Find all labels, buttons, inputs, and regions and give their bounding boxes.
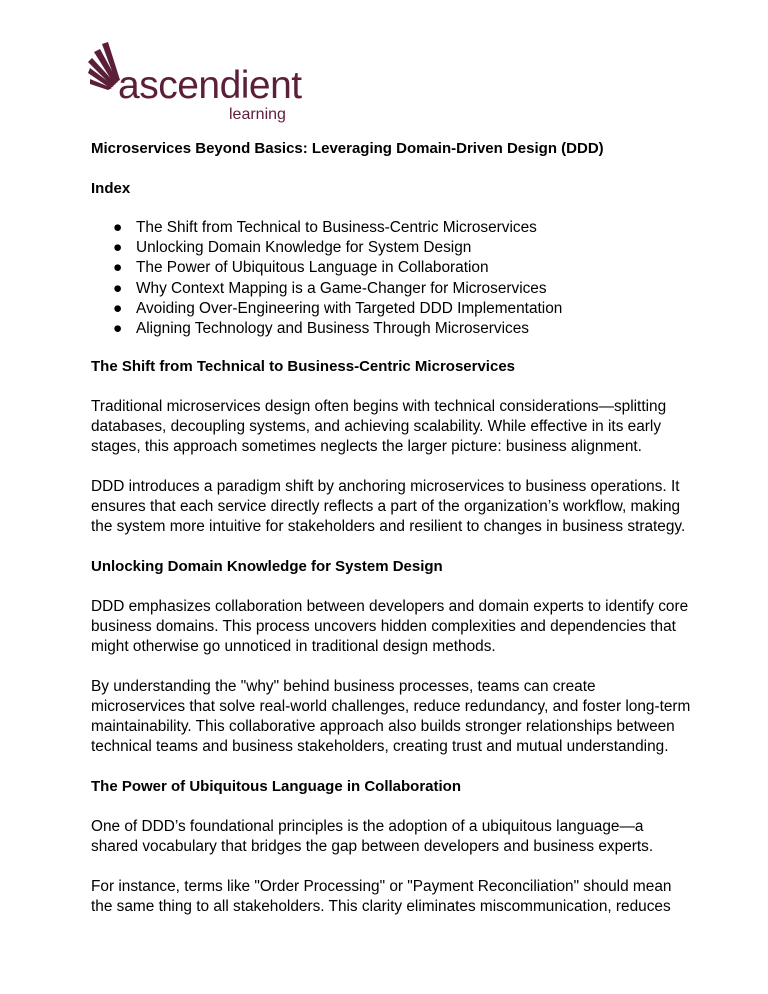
paragraph: DDD emphasizes collaboration between developers and domain experts to identify core business domains. This process uncovers hidden complexities and dependencies that might otherwise go unnoticed in traditional design methods. bbox=[91, 598, 689, 656]
company-logo bbox=[88, 40, 308, 126]
section-heading: The Shift from Technical to Business-Centric Microservices bbox=[91, 358, 515, 376]
paragraph: DDD introduces a paradigm shift by anchoring microservices to business operations. It ensures that each service directly reflects a part of the organization’s workflow, making the system more intuitive for stakeholders and resilient to changes in business strategy. bbox=[91, 478, 686, 536]
bullet-icon: ● bbox=[113, 259, 123, 277]
index-item: ● The Power of Ubiquitous Language in Collaboration bbox=[91, 258, 691, 278]
bullet-icon: ● bbox=[113, 239, 123, 257]
document-title: Microservices Beyond Basics: Leveraging Domain-Driven Design (DDD) bbox=[91, 140, 604, 157]
bullet-icon: ● bbox=[113, 219, 123, 236]
section-heading: The Power of Ubiquitous Language in Collaboration bbox=[91, 778, 461, 796]
paragraph: For instance, terms like "Order Processing" or "Payment Reconciliation" should mean the same thing to all stakeholders. This clarity eliminates miscommunication, reduces bbox=[91, 878, 672, 916]
section-heading: Unlocking Domain Knowledge for System Design bbox=[91, 558, 443, 576]
index-item: ● Unlocking Domain Knowledge for System Design bbox=[91, 238, 691, 258]
paragraph: By understanding the "why" behind business processes, teams can create microservices that solve real-world challenges, reduce redundancy, and foster long-term maintainability. This collaborative approach also builds stronger relationships between technical teams and business stakeholders, creating trust and mutual understanding. bbox=[91, 678, 691, 756]
paragraph: One of DDD’s foundational principles is the adoption of a ubiquitous language—a shared vocabulary that bridges the gap between developers and business experts. bbox=[91, 818, 654, 856]
bullet-icon: ● bbox=[113, 320, 123, 338]
document-body bbox=[91, 139, 691, 937]
index-heading: Index bbox=[91, 180, 131, 197]
index-item: ● Avoiding Over-Engineering with Targeted DDD Implementation bbox=[91, 299, 691, 319]
logo-sub-text: learning bbox=[229, 106, 286, 123]
logo-brand-text: ascendient bbox=[118, 64, 302, 107]
bullet-icon: ● bbox=[113, 299, 123, 317]
index-item: ● The Shift from Technical to Business-Centric Microservices bbox=[91, 218, 691, 238]
paragraph: Traditional microservices design often begins with technical considerations—splitting databases, decoupling systems, and achieving scalability. While effective in its early stages, this approach sometimes neglects the larger picture: business alignment. bbox=[91, 398, 667, 456]
index-list bbox=[91, 218, 691, 339]
bullet-icon: ● bbox=[113, 279, 123, 297]
index-item: ● Aligning Technology and Business Through Microservices bbox=[91, 319, 691, 339]
index-item: ● Why Context Mapping is a Game-Changer for Microservices bbox=[91, 279, 691, 299]
